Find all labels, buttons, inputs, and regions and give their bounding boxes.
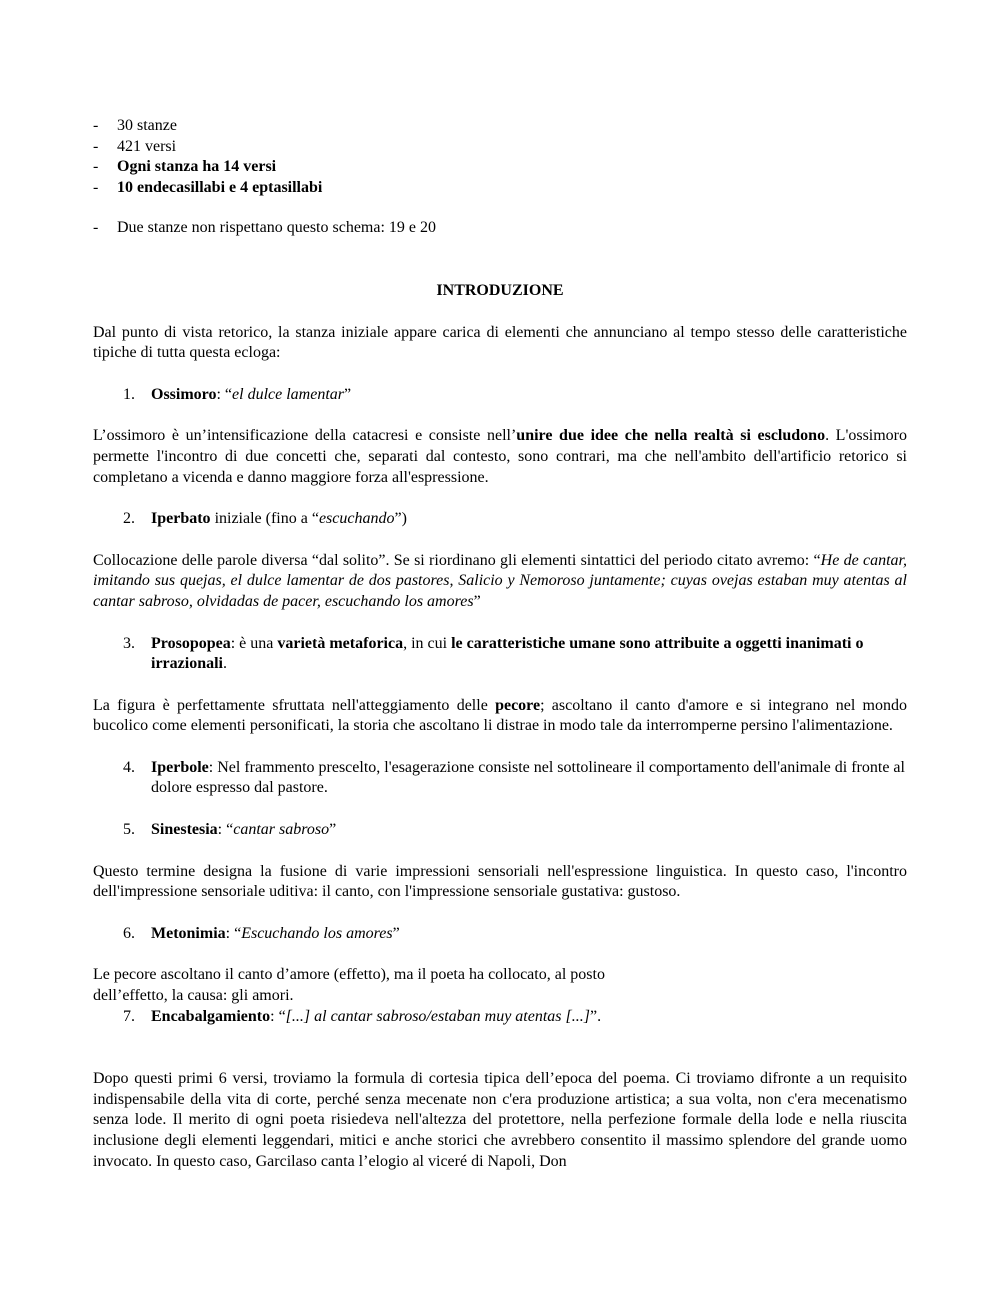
item-text: Ogni stanza ha 14 versi: [117, 158, 277, 176]
list-item: - Due stanze non rispettano questo schema: 19 e 20: [93, 219, 437, 237]
paragraph-metonimia: Le pecore ascoltano il canto d’amore (effetto), ma il poeta ha collocato, al posto dell’effetto, la causa: gli amori.: [93, 966, 605, 1005]
figure-item-3: 3. Prosopopea: è una varietà metaforica, in cui le caratteristiche umane sono attribuite a oggetti inanimati o irrazionali.: [123, 634, 864, 673]
summary-note: [93, 218, 907, 239]
list-item: - 421 versi: [93, 137, 177, 155]
document-page: [93, 116, 907, 1172]
closing-paragraph: Dopo questi primi 6 versi, troviamo la formula di cortesia tipica dell’epoca del poema. Ci troviamo difronte a un requisito indispensabile della vita di corte, perché senza mecenate non c'era produzione artistica; a sua volta, non c'era mecenatismo senza lode. Il merito di ogni poeta risiedeva nell'altezza del protettore, nella perfezione formale della lode e nella riuscita inclusione degli elementi leggendari, mitici e anche storici che avrebbero consentito il massimo splendore del grande uomo invocato. In questo caso, Garcilaso canta l’elogio al viceré di Napoli, Don: [93, 1070, 907, 1170]
figure-item-1: 1. Ossimoro: “el dulce lamentar”: [123, 385, 352, 403]
item-text: 10 endecasillabi e 4 eptasillabi: [117, 178, 323, 196]
figure-item-6: 6. Metonimia: “Escuchando los amores”: [123, 924, 400, 942]
list-item: - 10 endecasillabi e 4 eptasillabi: [93, 178, 323, 196]
paragraph-sinestesia: Questo termine designa la fusione di varie impressioni sensoriali nell'espressione linguistica. In questo caso, l'incontro dell'impressione sensoriale uditiva: il canto, con l'impressione sensoriale gustativa: gustoso.: [93, 862, 907, 901]
figure-item-2: 2. Iperbato iniziale (fino a “escuchando”): [123, 510, 407, 528]
section-heading: INTRODUZIONE: [436, 281, 564, 299]
summary-list: [93, 116, 907, 198]
figure-item-4: 4. Iperbole: Nel frammento prescelto, l'esagerazione consiste nel sottolineare il comportamento dell'animale di fronte al dolore espresso dal pastore.: [123, 758, 905, 797]
item-text: 30 stanze: [117, 117, 177, 134]
list-item: - Ogni stanza ha 14 versi: [93, 158, 277, 176]
paragraph-ossimoro: L’ossimoro è un’intensificazione della catacresi e consiste nell’unire due idee che nella realtà si escludono. L'ossimoro permette l'incontro di due concetti che, separati dal contesto, sono contrari, ma che nell'ambito dell'artificio retorico si completano a vicenda e danno maggiore forza all'espressione.: [93, 427, 908, 486]
intro-paragraph: Dal punto di vista retorico, la stanza iniziale appare carica di elementi che annunciano al tempo stesso delle caratteristiche tipiche di tutta questa ecloga:: [93, 323, 907, 362]
figure-item-5: 5. Sinestesia: “cantar sabroso”: [123, 821, 337, 839]
figure-item-7: 7. Encabalgamiento: “[...] al cantar sabroso/estaban muy atentas [...]”.: [123, 1007, 602, 1025]
list-item: - 30 stanze: [93, 117, 177, 134]
paragraph-prosopopea: La figura è perfettamente sfruttata nell'atteggiamento delle pecore; ascoltano il canto d'amore e si integrano nel mondo bucolico come elementi personificati, la storia che ascoltano li distrae in modo tale da interromperne persino l'alimentazione.: [93, 696, 907, 735]
paragraph-iperbato: Collocazione delle parole diversa “dal solito”. Se si riordinano gli elementi sintattici del periodo citato avremo: “He de cantar, imitando sus quejas, el dulce lamentar de dos pastores, Salicio y Nemoroso juntamente; cuyas ovejas estaban muy atentas al cantar sabroso, olvidadas de pacer, escuchando los amores”: [93, 551, 907, 610]
note-text: Due stanze non rispettano questo schema: 19 e 20: [117, 219, 437, 237]
item-text: 421 versi: [117, 137, 177, 155]
